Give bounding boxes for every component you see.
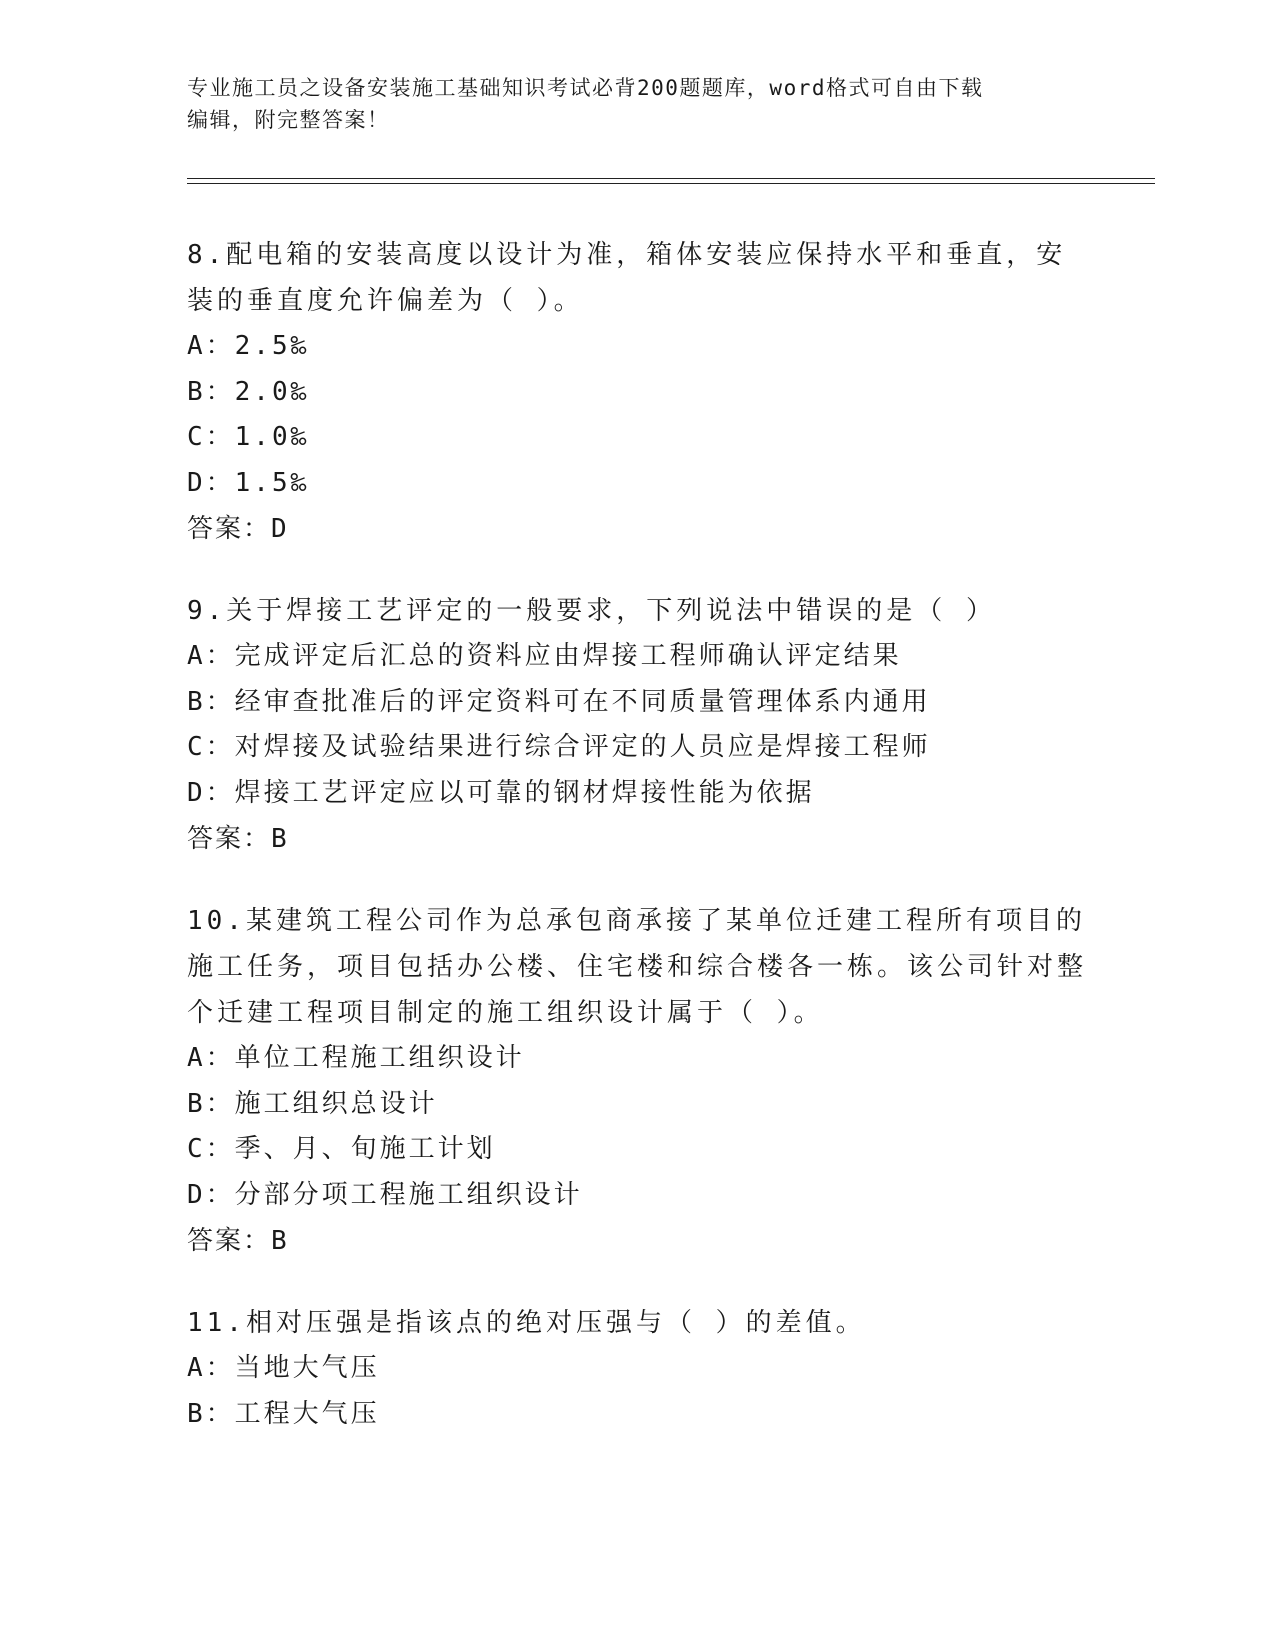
option-a: A：当地大气压 bbox=[187, 1353, 380, 1383]
option-a: A：完成评定后汇总的资料应由焊接工程师确认评定结果 bbox=[187, 641, 902, 671]
question-list bbox=[187, 232, 1087, 1473]
document-header bbox=[187, 72, 1087, 136]
question-8 bbox=[187, 232, 1087, 552]
question-9 bbox=[187, 588, 1087, 862]
header-divider-2 bbox=[187, 183, 1155, 184]
option-b: B：施工组织总设计 bbox=[187, 1088, 438, 1119]
option-b: B：经审查批准后的评定资料可在不同质量管理体系内通用 bbox=[187, 686, 931, 717]
option-d: D：分部分项工程施工组织设计 bbox=[187, 1179, 583, 1210]
question-text: 11.相对压强是指该点的绝对压强与（ ）的差值。 bbox=[187, 1308, 866, 1338]
option-b: B：工程大气压 bbox=[187, 1398, 380, 1429]
option-c: C：1.0‰ bbox=[187, 422, 310, 452]
answer: 答案：D bbox=[187, 514, 289, 544]
option-a: A：2.5‰ bbox=[187, 331, 310, 361]
option-c: C：对焊接及试验结果进行综合评定的人员应是焊接工程师 bbox=[187, 732, 931, 762]
answer: 答案：B bbox=[187, 824, 289, 854]
header-line-1: 专业施工员之设备安装施工基础知识考试必背200题题库，word格式可自由下载 bbox=[187, 76, 984, 100]
question-text: 8.配电箱的安装高度以设计为准，箱体安装应保持水平和垂直，安装的垂直度允许偏差为（ ）。 bbox=[187, 240, 1067, 316]
option-d: D：焊接工艺评定应以可靠的钢材焊接性能为依据 bbox=[187, 777, 815, 808]
header-line-2: 编辑，附完整答案！ bbox=[187, 108, 390, 132]
option-c: C：季、月、旬施工计划 bbox=[187, 1134, 496, 1164]
question-text: 10.某建筑工程公司作为总承包商承接了某单位迁建工程所有项目的施工任务，项目包括办公楼、住宅楼和综合楼各一栋。该公司针对整个迁建工程项目制定的施工组织设计属于（ ）。 bbox=[187, 906, 1088, 1028]
header-divider bbox=[187, 178, 1155, 179]
question-10 bbox=[187, 898, 1087, 1264]
option-a: A：单位工程施工组织设计 bbox=[187, 1043, 525, 1073]
option-b: B：2.0‰ bbox=[187, 376, 310, 407]
option-d: D：1.5‰ bbox=[187, 467, 310, 498]
question-text: 9.关于焊接工艺评定的一般要求，下列说法中错误的是（ ） bbox=[187, 596, 996, 626]
answer: 答案：B bbox=[187, 1226, 289, 1256]
question-11 bbox=[187, 1300, 1087, 1437]
